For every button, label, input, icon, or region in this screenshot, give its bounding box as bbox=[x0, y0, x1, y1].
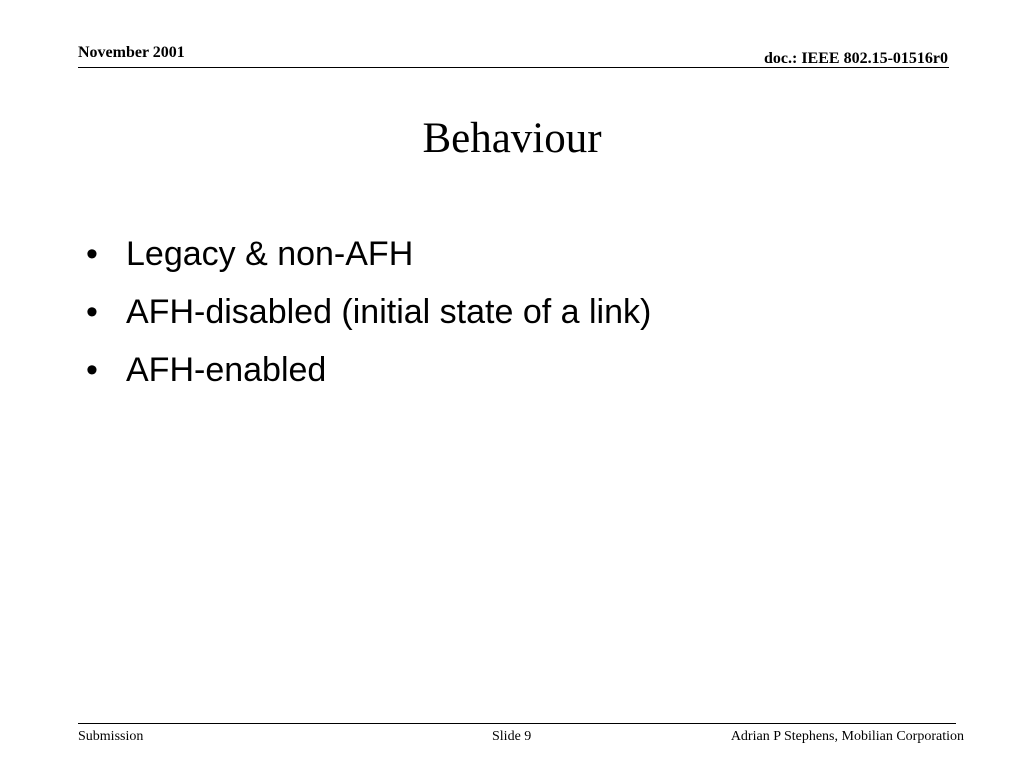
footer-slide-number: Slide 9 bbox=[492, 729, 532, 744]
footer-submission: Submission bbox=[78, 729, 144, 744]
footer-author: Adrian P Stephens, Mobilian Corporation bbox=[730, 729, 964, 744]
slide-title: Behaviour bbox=[422, 115, 602, 162]
bullet-text: Legacy & non-AFH bbox=[126, 235, 414, 273]
header-date: November 2001 bbox=[78, 44, 185, 61]
bullet-marker: • bbox=[86, 351, 98, 389]
footer-divider bbox=[78, 723, 956, 724]
header-divider bbox=[78, 67, 949, 68]
header-doc-id: doc.: IEEE 802.15-01516r0 bbox=[764, 50, 948, 67]
bullet-text: AFH-disabled (initial state of a link) bbox=[126, 293, 652, 331]
bullet-text: AFH-enabled bbox=[126, 351, 327, 389]
bullet-marker: • bbox=[86, 293, 98, 331]
bullet-marker: • bbox=[86, 235, 98, 273]
